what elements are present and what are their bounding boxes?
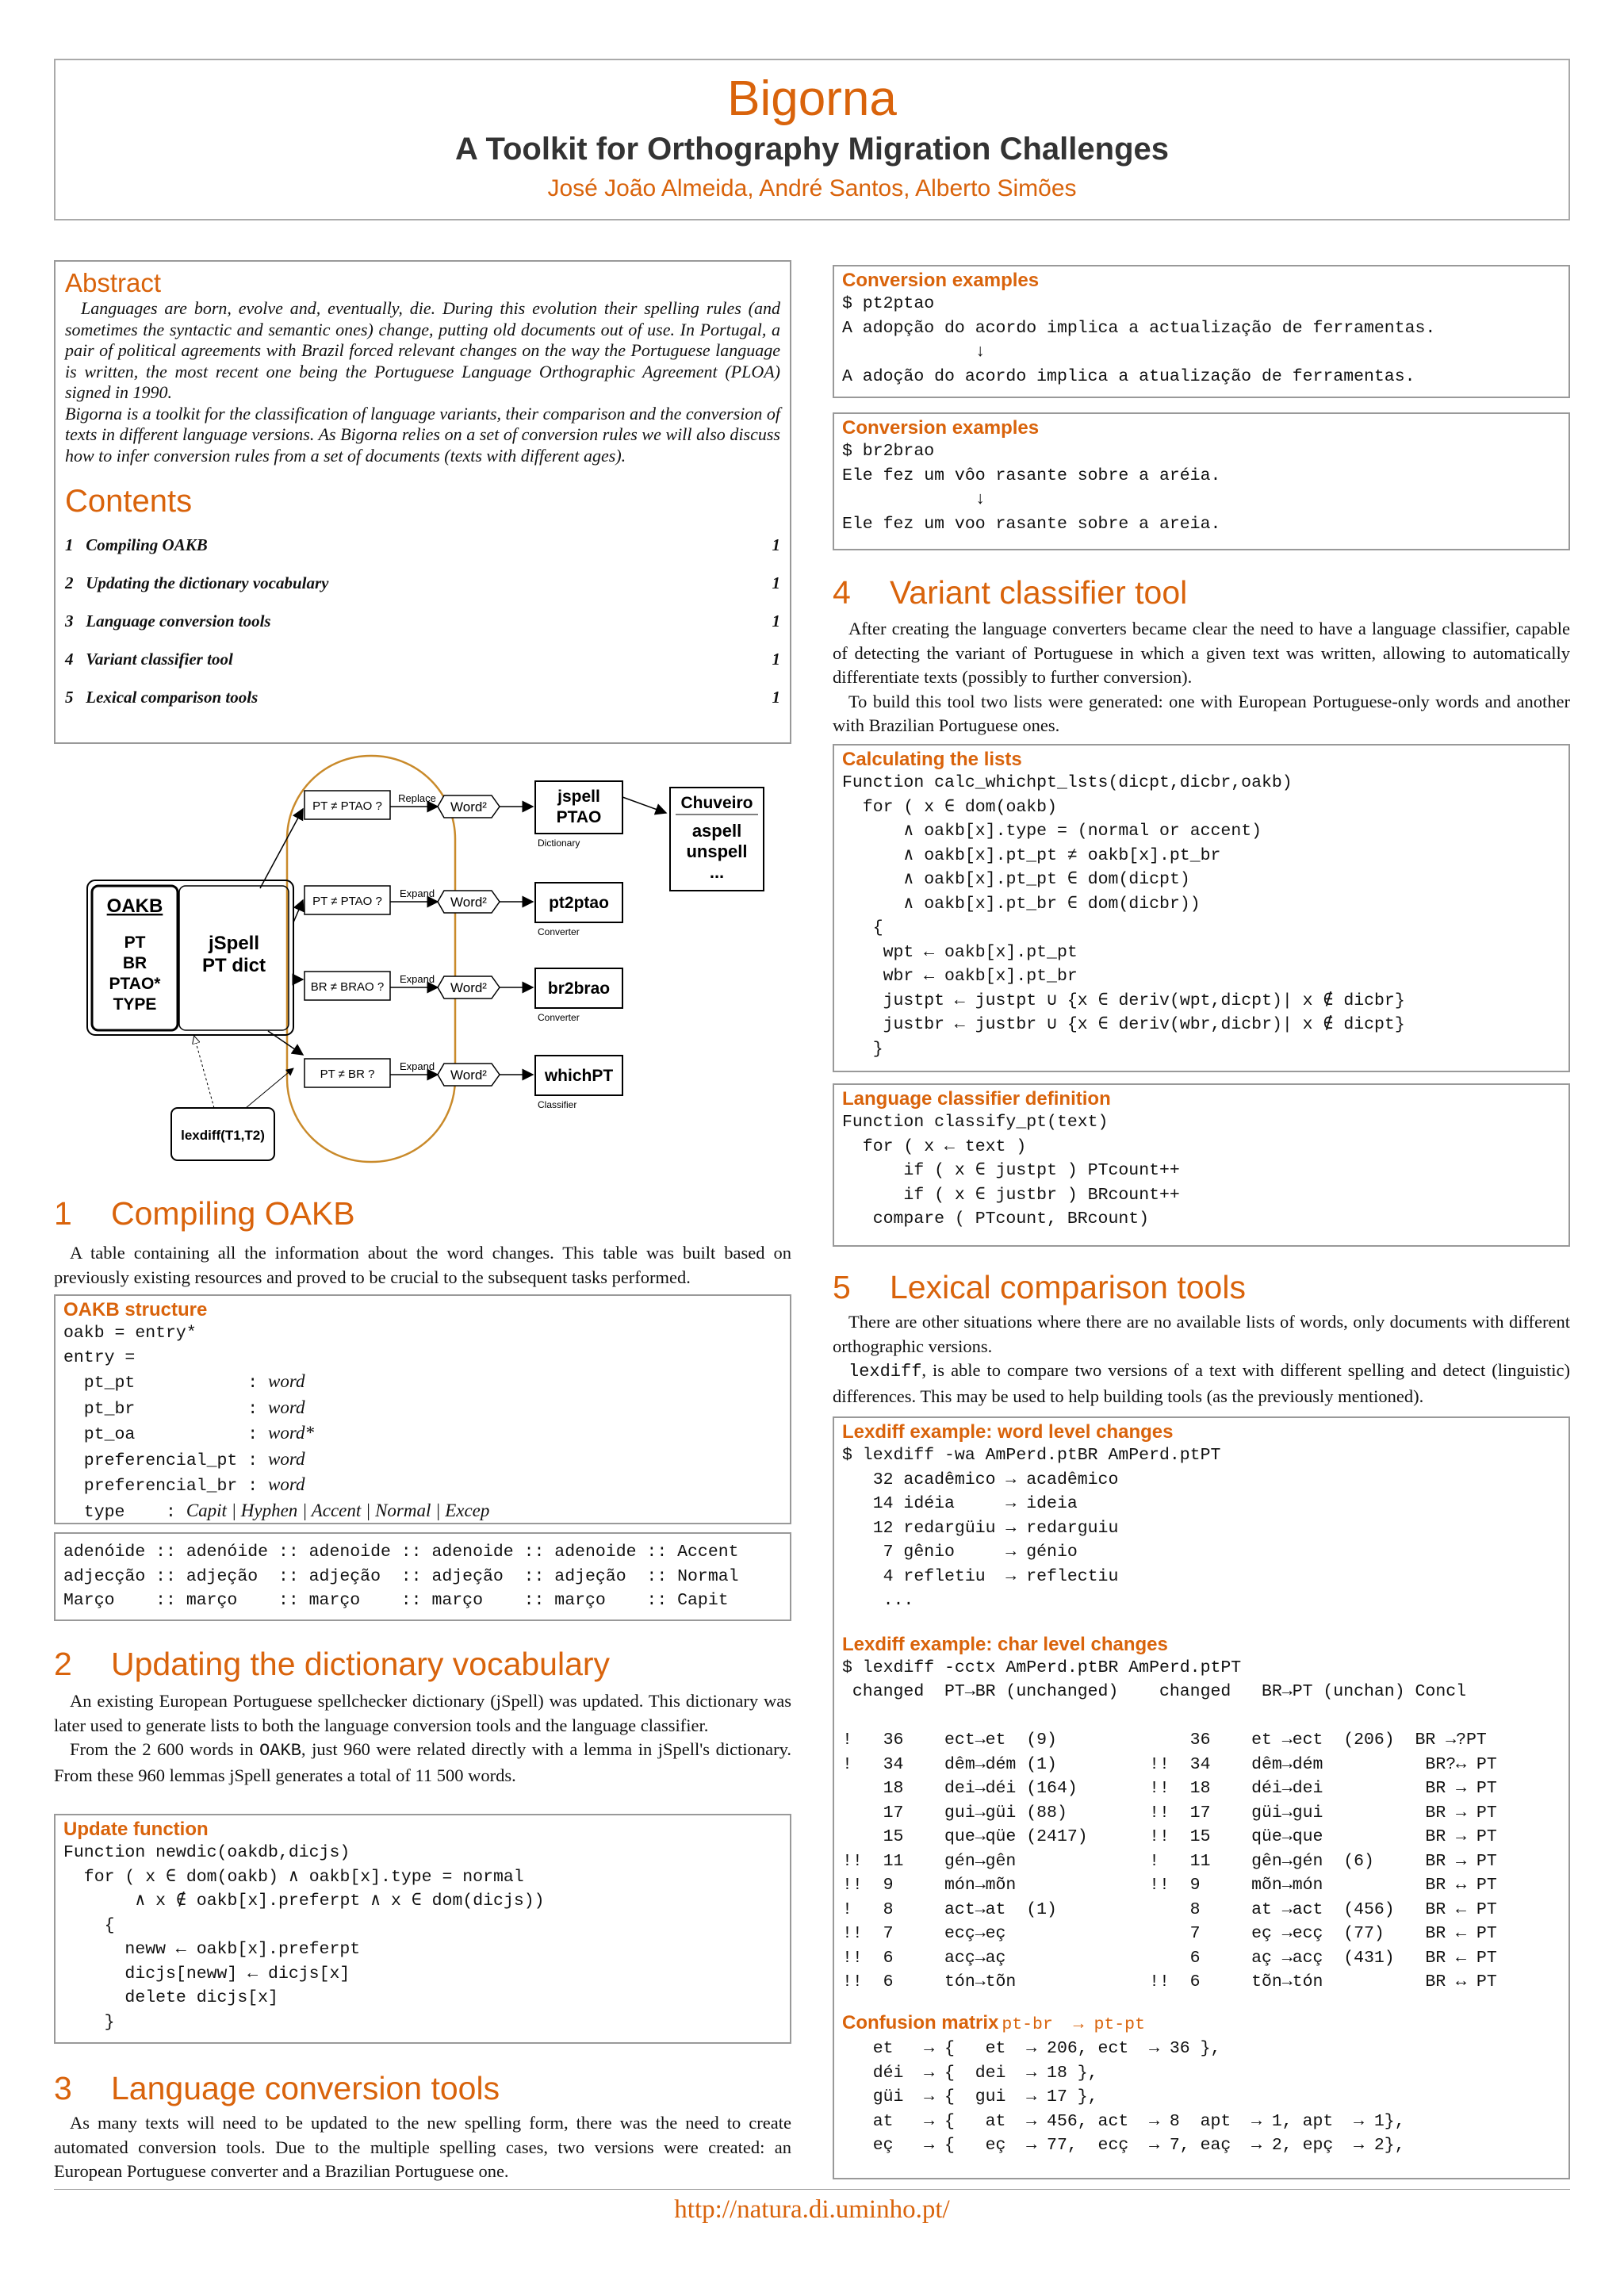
down-arrow-icon: ↓ [975, 490, 986, 509]
update-function-box: Update function Function newdic(oakdb,dicjs) for ( x ∈ dom(oakb) ∧ oakb[x].type = normal ∧ x ∉ oakb[x].preferpt ∧ x ∈ dom(dicjs)) { neww ← oakb[x].preferpt dicjs[neww] ← dicjs[x] delete dicjs[x] } [54, 1814, 791, 2044]
oakb-field: TYPE [113, 995, 157, 1014]
svg-text:Dictionary: Dictionary [538, 838, 580, 849]
svg-text:aspell: aspell [691, 821, 742, 841]
svg-text:jspell: jspell [557, 788, 600, 806]
abstract-p2: Bigorna is a toolkit for the classification of language variants, their comparison and the conversion of texts in different language versions. As Bigorna relies on a set of conversion rules we will also discuss how to infer conversion rules from a set of documents (texts with different ages). [65, 403, 780, 466]
abstract-title: Abstract [65, 268, 162, 297]
abstract-p1: Languages are born, evolve and, eventually, die. During this evolution their spelling rules (and sometimes the syntactic and semantic ones) change, putting old documents out of use. In Portugal, a pair of political agreements with Brazil forced relevant changes on the way the Portuguese language is written, the most recent one being the Portuguese Language Orthographic Agreement (PLOA) signed in 1990. [65, 298, 780, 402]
pipeline-row [304, 1056, 622, 1110]
section-heading: 5 Lexical comparison tools [833, 1269, 1246, 1305]
svg-text:Converter: Converter [538, 1012, 580, 1023]
lexdiff-label: lexdiff(T1,T2) [181, 1128, 265, 1143]
svg-text:br2brao: br2brao [547, 979, 611, 998]
toc-item[interactable]: 5 Lexical comparison tools 1 [65, 688, 780, 707]
oakb-label: OAKB [106, 895, 163, 917]
section-heading: 4 Variant classifier tool [833, 574, 1188, 611]
oakb-field: BR [122, 954, 147, 972]
toc-item[interactable]: 4 Variant classifier tool 1 [65, 650, 780, 669]
oakb-rows-box: adenóide :: adenóide :: adenoide :: adenoide :: adenoide :: Accent adjecção :: adjeção :: adjeção :: adjeção :: adjeção :: Normal Março :: março :: março :: março :: março :: Capit [54, 1532, 791, 1621]
svg-text:PTAO: PTAO [556, 808, 602, 826]
svg-text:Word²: Word² [450, 799, 487, 815]
sec5-text: There are other situations where there are no available lists of words, only documents with different orthographic versions. lexdiff, is able to compare two versions of a text with different spelling and detect (linguistic) differences. This may be used to help building tools (as the previously mentioned). [833, 1312, 1570, 1406]
oakb-structure-box: OAKB structure oakb = entry* entry = pt_pt : word pt_br : word pt_oa : word* preferencial_pt : word preferencial_br : word type : Capit | Hyphen | Accent | Normal | Excep [54, 1294, 791, 1524]
svg-text:Classifier: Classifier [538, 1099, 577, 1110]
jspell-label: jSpell [208, 933, 260, 954]
sec2-text: An existing European Portuguese spellchecker dictionary (jSpell) was updated. This dictionary was later used to generate lists to both the language conversion tools and the language classifier. From the 2 600 words in OAKB, just 960 were related directly with a lemma in jSpell's dictionary. From these 960 lemmas jSpell generates a total of 11 500 words. [54, 1691, 792, 1785]
down-arrow-icon: ↓ [975, 343, 986, 362]
svg-text:Replace: Replace [398, 792, 436, 804]
svg-text:Expand: Expand [399, 1060, 435, 1072]
jspell-label: PT dict [201, 955, 266, 976]
lexdiff-box: Lexdiff example: word level changes $ lexdiff -wa AmPerd.ptBR AmPerd.ptPT 32 acadêmico → acadêmico 14 idéia → ideia 12 redargüiu → redarguiu 7 gênio → génio 4 refletiu → reflectiu ... Lexdiff example: char level changes $ lexdiff -cctx AmPerd.ptBR AmPerd.ptPT changed PT→BR (unchanged) changed BR→PT (unchan) Concl ! 36 ect→et (9) 36 et →ect (206) BR →?PT ! 34 dêm→dém (1) !! 34 dêm→dém BR?↔ PT 18 dei→déi (164) !! 18 déi→dei BR → PT 17 gui→güi (88) !! 17 güi→gui BR → PT 15 que→qüe (2417) !! 15 qüe→que BR → PT !! 11 gén→gên ! 11 gên→gén (6) BR → PT !! 9 món→mõn !! 9 mõn→món BR ↔ PT ! 8 act→at (1) 8 at →act (456) BR ← PT !! 7 ecç→eç 7 eç →ecç (77) BR ← PT !! 6 acç→aç 6 aç →acç (431) BR ← PT !! 6 tón→tõn !! 6 tõn→tón BR ↔ PT Confusion matrix pt-br → pt-pt et → { et → 206, ect → 36 }, déi → { dei → 18 }, güi → { gui → 17 }, at → { at → 456, act → 8 apt → 1, apt → 1}, eç → { eç → 77, ecç → 7, eaç → 2, epç → 2}, [833, 1416, 1570, 2179]
svg-text:PT ≠ PTAO ?: PT ≠ PTAO ? [312, 799, 382, 813]
conversion-box: Conversion examples $ br2brao Ele fez um vôo rasante sobre a aréia. ↓ Ele fez um voo rasante sobre a areia. [833, 412, 1570, 550]
classifier-box: Language classifier definition Function classify_pt(text) for ( x ← text ) if ( x ∈ justpt ) PTcount++ if ( x ∈ justbr ) BRcount++ compare ( PTcount, BRcount) [833, 1083, 1570, 1247]
poster-authors: José João Almeida, André Santos, Alberto Simões [547, 175, 1077, 201]
footer-rule [54, 2189, 1570, 2190]
svg-text:whichPT: whichPT [544, 1067, 614, 1085]
section-heading: 2 Updating the dictionary vocabulary [54, 1646, 611, 1682]
svg-text:Chuveiro: Chuveiro [680, 794, 753, 812]
svg-text:PT ≠ PTAO ?: PT ≠ PTAO ? [312, 895, 382, 908]
conversion-box: Conversion examples $ pt2ptao A adopção do acordo implica a actualização de ferramentas. ↓ A adoção do acordo implica a atualização de ferramentas. [833, 265, 1570, 398]
oakb-field: PT [124, 933, 146, 952]
pipeline-row [304, 883, 622, 937]
sec3-text: As many texts will need to be updated to the new spelling form, there was the need to create automated conversion tools. Due to the multiple spelling cases, two versions were created: an European Portuguese converter and a Brazilian Portuguese one. [54, 2113, 791, 2181]
contents-title: Contents [65, 484, 193, 519]
footer-url[interactable]: http://natura.di.uminho.pt/ [674, 2195, 950, 2224]
section-heading: 3 Language conversion tools [54, 2070, 500, 2106]
svg-text:BR ≠ BRAO ?: BR ≠ BRAO ? [310, 980, 385, 994]
toc-item[interactable]: 1 Compiling OAKB 1 [65, 535, 780, 554]
section-heading: 1 Compiling OAKB [54, 1195, 355, 1232]
svg-text:Word²: Word² [450, 1068, 487, 1083]
svg-text:Word²: Word² [450, 980, 487, 995]
contents-list [65, 526, 780, 716]
calc-lists-box: Calculating the lists Function calc_whichpt_lsts(dicpt,dicbr,oakb) for ( x ∈ dom(oakb) ∧ oakb[x].type = (normal or accent) ∧ oakb[x].pt_pt ≠ oakb[x].pt_br ∧ oakb[x].pt_pt ∈ dom(dicpt) ∧ oakb[x].pt_br ∈ dom(dicbr)) { wpt ← oakb[x].pt_pt wbr ← oakb[x].pt_br justpt ← justpt ∪ {x ∈ deriv(wpt,dicpt)| x ∉ dicbr} justbr ← justbr ∪ {x ∈ deriv(wbr,dicbr)| x ∉ dicpt} } [833, 744, 1570, 1072]
poster-subtitle: A Toolkit for Orthography Migration Challenges [454, 132, 1170, 167]
svg-text:Expand: Expand [399, 887, 435, 899]
architecture-diagram [79, 749, 793, 1178]
pipeline-row [304, 968, 622, 1023]
sec1-text: A table containing all the information about the word changes. This table was built based on previously existing resources and proved to be crucial to the subsequent tasks performed. [54, 1243, 791, 1287]
svg-text:Expand: Expand [399, 973, 435, 985]
svg-text:pt2ptao: pt2ptao [549, 894, 609, 912]
poster-header [54, 59, 1570, 220]
toc-item[interactable]: 3 Language conversion tools 1 [65, 611, 780, 631]
toc-item[interactable]: 2 Updating the dictionary vocabulary 1 [65, 573, 780, 592]
svg-text:Word²: Word² [450, 895, 487, 910]
abstract-box [54, 260, 791, 744]
pipeline-row [304, 781, 666, 849]
svg-text:Converter: Converter [538, 926, 580, 937]
svg-text:unspell: unspell [686, 841, 748, 861]
poster-title: Bigorna [727, 71, 897, 126]
svg-text:...: ... [709, 862, 725, 882]
oakb-field: PTAO* [109, 975, 161, 993]
svg-text:PT ≠ BR ?: PT ≠ BR ? [320, 1068, 375, 1081]
sec4-text: After creating the language converters became clear the need to have a language classifier, capable of detecting the variant of Portuguese in which a given text was written, allowing to automatically differentiate texts (possibly to further conversion). To build this tool two lists were generated: one with European Portuguese-only words and another with Brazilian Portuguese ones. [833, 619, 1570, 735]
